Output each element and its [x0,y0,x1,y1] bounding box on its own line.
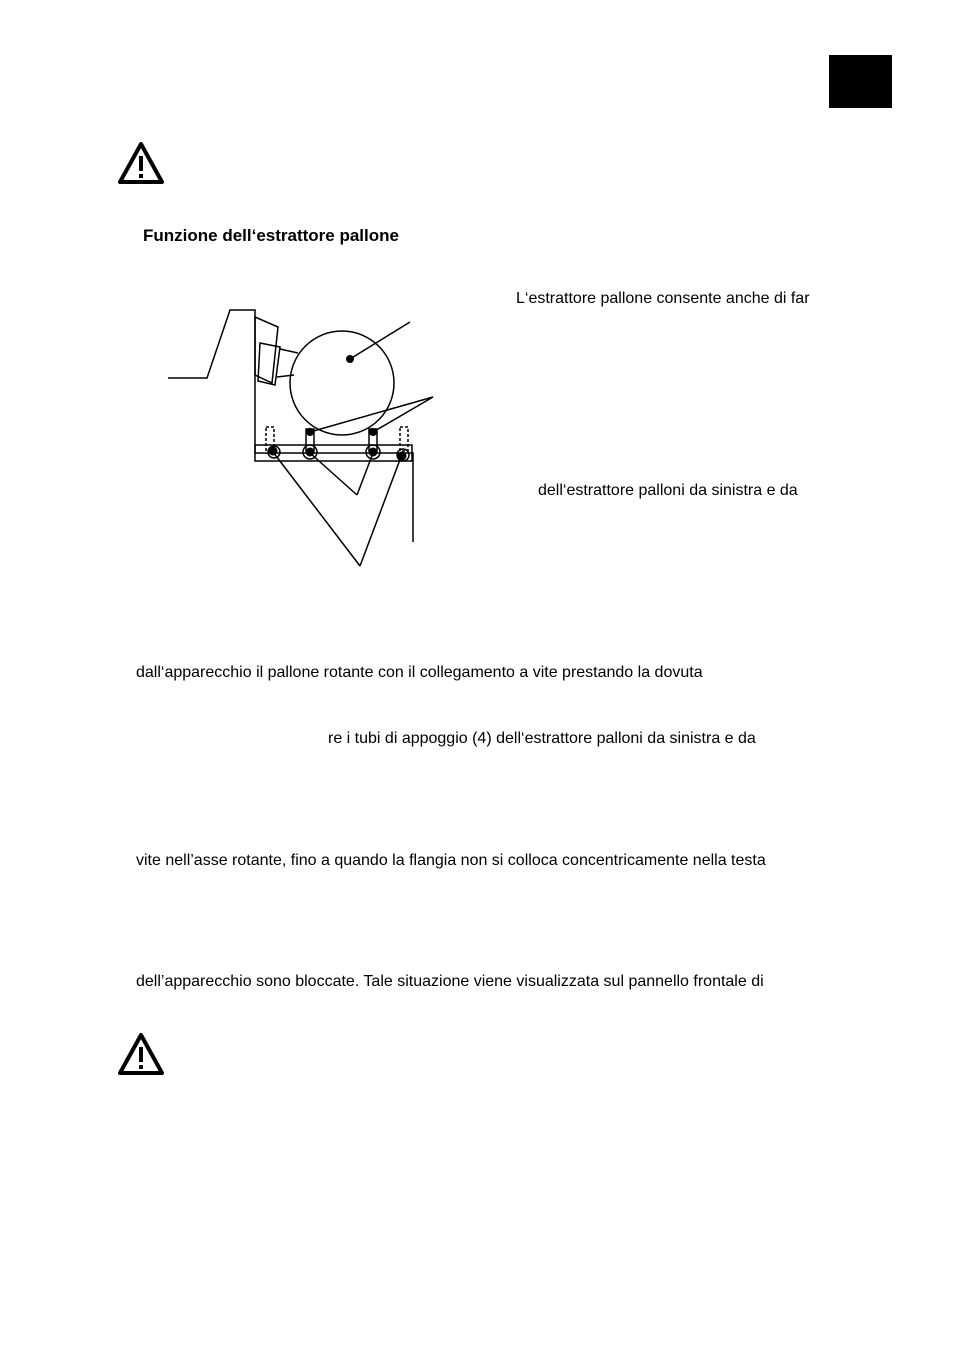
warning-triangle-icon [117,1032,165,1076]
warning-triangle-icon [117,141,165,185]
section-title: Funzione dell‘estrattore pallone [143,226,399,245]
text-line: re i tubi di appoggio (4) dell‘estrattore palloni da sinistra e da [328,730,756,747]
text-line: L‘estrattore pallone consente anche di far [516,290,810,307]
text-line: vite nell’asse rotante, fino a quando la flangia non si colloca concentricamente nella testa [136,852,766,869]
text-line: dall‘apparecchio il pallone rotante con il collegamento a vite prestando la dovuta [136,664,703,681]
flask-remover-diagram [160,305,440,567]
page-corner-marker [829,55,892,108]
text-line: dell’apparecchio sono bloccate. Tale situazione viene visualizzata sul pannello frontale di [136,973,764,990]
text-line: dell‘estrattore palloni da sinistra e da [538,482,798,499]
